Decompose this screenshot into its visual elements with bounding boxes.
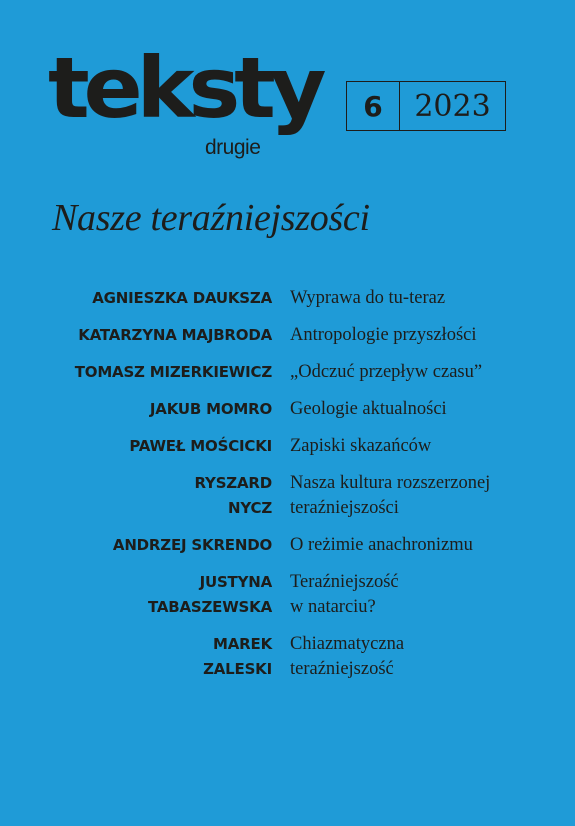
toc-article: O reżimie anachronizmu <box>290 535 473 555</box>
toc-row <box>40 360 540 385</box>
toc-row <box>40 471 540 521</box>
toc-row <box>40 286 540 311</box>
toc-row <box>40 434 540 459</box>
toc-article: Nasza kultura rozszerzonej teraźniejszości <box>290 473 491 518</box>
toc-author: MAREK ZALESKI <box>203 635 272 678</box>
table-of-contents <box>40 286 540 694</box>
toc-row <box>40 632 540 682</box>
toc-author: ANDRZEJ SKRENDO <box>112 536 272 554</box>
toc-article: „Odczuć przepływ czasu” <box>290 362 483 382</box>
toc-article: Geologie aktualności <box>290 399 447 419</box>
toc-article: Wyprawa do tu-teraz <box>290 288 446 308</box>
toc-author: KATARZYNA MAJBRODA <box>78 326 272 344</box>
toc-row <box>40 323 540 348</box>
toc-author: PAWEŁ MOŚCICKI <box>129 437 272 455</box>
toc-article: Zapiski skazańców <box>290 436 432 456</box>
issue-number: 6 <box>347 82 400 130</box>
toc-author: JUSTYNA TABASZEWSKA <box>147 573 272 616</box>
toc-row <box>40 533 540 558</box>
toc-article: Antropologie przyszłości <box>290 325 477 345</box>
issue-title: Nasze teraźniejszości <box>52 197 370 239</box>
toc-author: AGNIESZKA DAUKSZA <box>92 289 272 307</box>
toc-article: Chiazmatyczna teraźniejszość <box>290 634 405 679</box>
toc-article: Teraźniejszość w natarciu? <box>290 572 399 617</box>
issue-box <box>346 81 506 131</box>
toc-row <box>40 570 540 620</box>
toc-author: TOMASZ MIZERKIEWICZ <box>74 363 272 381</box>
journal-logo-subtitle: drugie <box>205 136 261 159</box>
toc-author: RYSZARD NYCZ <box>194 474 272 517</box>
journal-logo: teksty <box>48 39 321 137</box>
toc-author: JAKUB MOMRO <box>149 400 272 418</box>
issue-year: 2023 <box>414 88 491 124</box>
toc-row <box>40 397 540 422</box>
